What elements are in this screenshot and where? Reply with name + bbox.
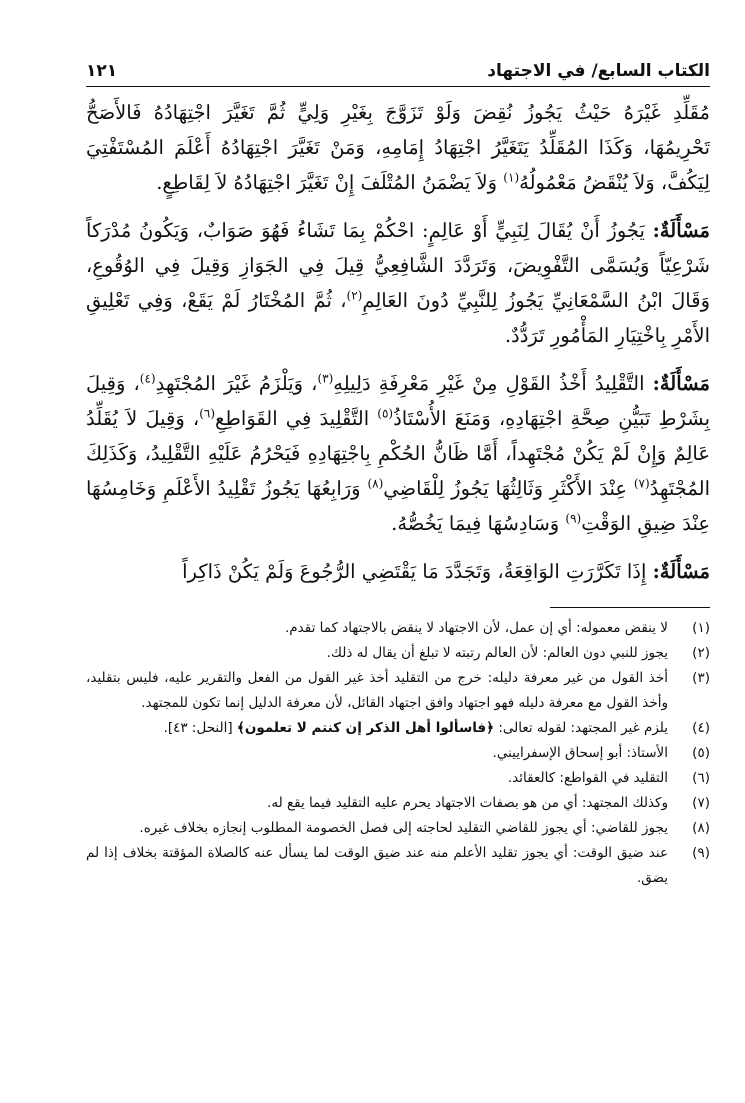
text-segment: ، وَيَلْزَمُ غَيْرَ المُجْتَهِدِ [155,372,318,395]
footnote-number: (٢) [692,645,710,661]
text-segment: وَلاَ يَضْمَنُ المُتْلَفَ إِنْ تَغَيَّرَ اجْتِهَادُهُ لاَ لِقَاطِعٍ. [156,171,504,194]
paragraph-4 [86,554,710,589]
footnotes [86,616,710,891]
footnote-number: (٤) [692,720,710,736]
text-segment: عِنْدَ الأَكْثَرِ وَثَالِثُهَا يَجُوزُ لِلْقَاضِي [383,477,634,500]
footnote-ref-5: (٥) [377,406,394,421]
footnote-text: وكذلك المجتهد: أي من هو بصفات الاجتهاد يحرم عليه التقليد فيما يقع له. [267,795,668,811]
chapter-title: الكتاب السابع/ في الاجتهاد [487,61,710,81]
page-number: ١٢١ [86,61,118,81]
footnote-number: (٦) [692,770,710,786]
footnote-text: لا ينقض معموله: أي إن عمل، لأن الاجتهاد لا ينقض بالاجتهاد كما تقدم. [285,620,668,636]
footnote-ref-7: (٧) [633,476,650,491]
footnote-ref-1: (١) [503,170,520,185]
footnote-number: (١) [692,620,710,636]
footnote-ref-8: (٨) [367,476,384,491]
footnote-ref-9: (٩) [565,511,582,526]
footnote-ref-6: (٦) [199,406,216,421]
main-text [86,95,710,589]
book-page [86,56,710,1086]
footnote-item [86,791,710,816]
masala-label: مَسْأَلَةٌ: [652,560,710,583]
paragraph-1 [86,95,710,200]
quran-quote: ﴿فاسألوا أهل الذكر إن كنتم لا تعلمون﴾ [236,720,495,736]
footnote-text: التقليد في القواطع: كالعقائد. [507,770,668,786]
footnote-number: (٣) [692,670,710,686]
text-segment: التَّقْلِيدُ أَخْذُ القَوْلِ مِنْ غَيْرِ مَعْرِفَةِ دَلِيلِهِ [333,372,653,395]
paragraph-3 [86,366,710,541]
footnote-number: (٨) [692,820,710,836]
footnote-text-part: [النحل: ٤٣]. [163,720,237,736]
footnote-number: (٥) [692,745,710,761]
masala-label: مَسْأَلَةٌ: [652,372,710,395]
footnote-text: أخذ القول من غير معرفة دليله: خرج من التقليد أخذ غير القول من الفعل والتقرير عليه، فليس بتقليد، وأخذ القول مع معرفة دليله فهو اجتهاد وافق اجتهاد القائل، لأن معرفة الدليل إنما تكون للمجتهد. [86,670,668,711]
footnote-item [86,741,710,766]
footnote-item [86,841,710,891]
footnote-text-part: يلزم غير المجتهد: لقوله تعالى: [494,720,668,736]
text-segment: وَرَابِعُهَا يَجُوزُ تَقْلِيدُ الأَعْلَمِ وَخَامِسُهَا عِنْدَ ضِيقِ الوَقْتِ [86,477,710,535]
running-header [86,56,710,87]
footnote-text: يجوز للنبي دون العالم: لأن العالم رتبته لا تبلغ أن يقال له ذلك. [326,645,668,661]
footnote-ref-4: (٤) [139,371,156,386]
footnote-text: يجوز للقاضي: أي يجوز للقاضي التقليد لحاجته إلى فصل الخصومة المطلوب إنجازه بخلاف غيره. [139,820,668,836]
footnote-separator [550,607,710,608]
footnote-item [86,716,710,741]
footnote-item [86,641,710,666]
text-segment: مُقَلِّدِ غَيْرَهُ حَيْثُ يَجُوزُ نُقِضَ وَلَوْ تَزَوَّجَ بِغَيْرِ وَلِيٍّ ثُمَّ تَغَيَّرَ اجْتِهَادُهُ فَالأَصَحُّ تَحْرِيمُهَا، وَكَذَا المُقَلِّدُ يَتَغَيَّرُ اجْتِهَادُ إِمَامِهِ، وَمَنْ تَغَيَّرَ اجْتِهَادُهُ أَعْلَمَ المُسْتَفْتِيَ لِيَكُفَّ، وَلاَ يُنْقَضُ مَعْمُولُهُ [86,101,710,194]
footnote-text: عند ضيق الوقت: أي يجوز تقليد الأعلم منه عند ضيق الوقت لما يسأل عنه كالصلاة المؤقتة بخلاف إذا لم يضق. [86,845,668,886]
text-segment: ، ثُمَّ المُخْتَارُ لَمْ يَقَعْ، وَفِي تَعْلِيقِ الأَمْرِ بِاخْتِيَارِ المَأْمُورِ تَرَدُّدٌ. [86,289,710,347]
text-segment: وَسَادِسُهَا فِيمَا يَخُصُّهُ. [391,512,566,535]
text-segment: التَّقْلِيدَ فِي القَوَاطِعِ [215,407,378,430]
masala-label: مَسْأَلَةٌ: [652,219,710,242]
footnote-item [86,616,710,641]
footnote-text [86,716,668,741]
text-segment: ، وَقِيلَ لاَ يُقَلِّدُ عَالِمٌ وَإِنْ لَمْ يَكُنْ مُجْتَهِداً، أَمَّا ظَانُّ الحُكْمِ بِاجْتِهَادِهِ فَيَحْرُمُ عَلَيْهِ التَّقْلِيدُ، وَكَذَلِكَ المُجْتَهِدُ [86,407,710,500]
footnote-item [86,816,710,841]
footnote-item [86,666,710,716]
paragraph-2 [86,213,710,353]
footnote-number: (٩) [692,845,710,861]
footnote-text: الأستاذ: أبو إسحاق الإسفراييني. [492,745,668,761]
footnote-ref-3: (٣) [317,371,334,386]
text-segment: إِذَا تَكَرَّرَتِ الوَاقِعَةُ، وَتَجَدَّدَ مَا يَقْتَضِي الرُّجُوعَ وَلَمْ يَكُنْ ذَاكِراً [182,560,653,583]
footnote-ref-2: (٢) [346,288,363,303]
text-segment: يَجُوزُ أَنْ يُقَالَ لِنَبِيٍّ أَوْ عَالِمٍ: احْكُمْ بِمَا تَشَاءُ فَهُوَ صَوَابٌ، وَيَكُونُ مُدْرَكاً شَرْعِيّاً وَيُسَمَّى التَّفْوِيضَ، وَتَرَدَّدَ الشَّافِعِيُّ قِيلَ فِي الجَوَازِ وَقِيلَ فِي الوُقُوعِ، وَقَالَ ابْنُ السَّمْعَانِيِّ يَجُوزُ لِلنَّبِيِّ دُونَ العَالِمِ [86,219,710,312]
text-segment: ، وَقِيلَ بِشَرْطِ تَبَيُّنِ صِحَّةِ اجْتِهَادِهِ، وَمَنَعَ الأُسْتَاذُ [86,372,711,430]
footnote-item [86,766,710,791]
footnote-number: (٧) [692,795,710,811]
